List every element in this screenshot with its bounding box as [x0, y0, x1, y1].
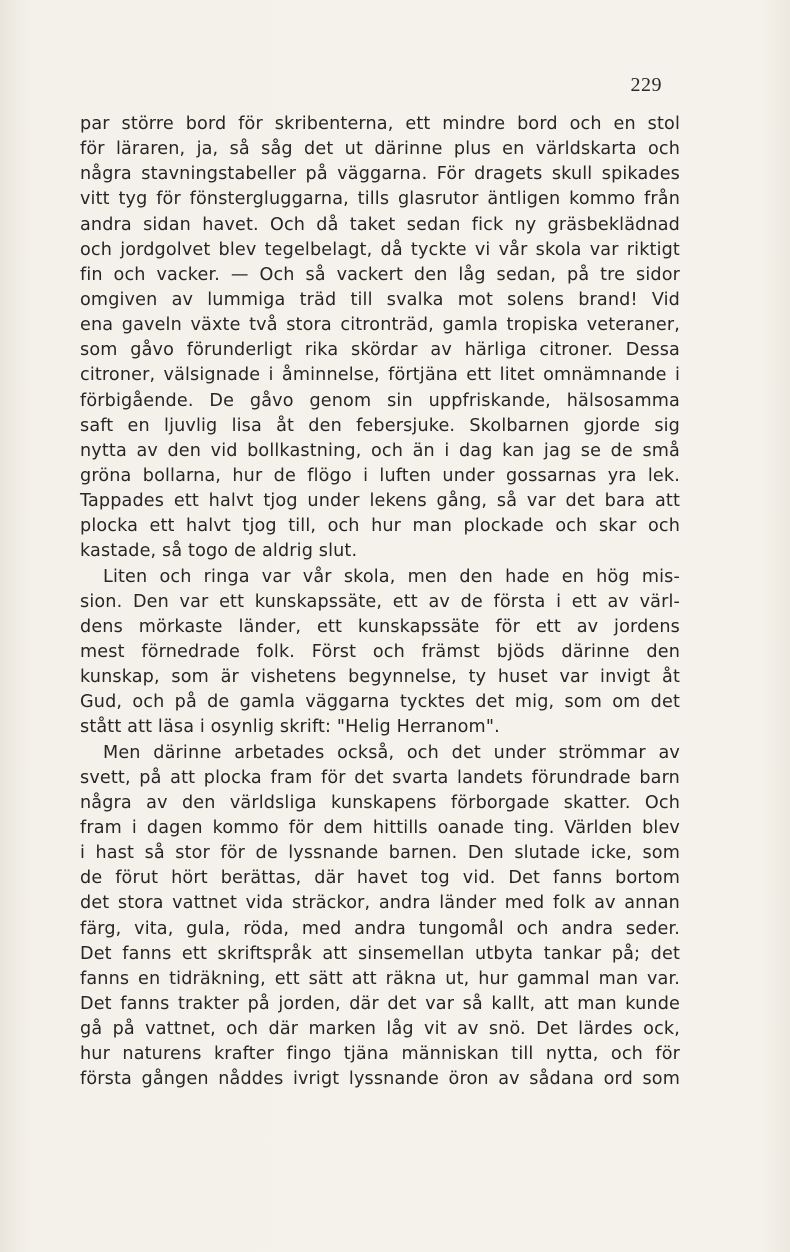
text-line: Men därinne arbetades också, och det under strömmar av [103, 742, 680, 763]
text-line: några stavningstabeller på väggarna. För dragets skull spikades [80, 164, 680, 185]
text-line: de förut hört berättas, där havet tog vid. Det fanns bortom [80, 868, 680, 889]
text-line: några av den världsliga kunskapens förborgade skatter. Och [80, 792, 680, 813]
text-line: dens mörkaste länder, ett kunskapssäte för ett av jordens [80, 616, 680, 637]
text-line: saft en ljuvlig lisa åt den febersjuke. Skolbarnen gjorde sig [80, 415, 680, 436]
text-line: sion. Den var ett kunskapssäte, ett av de första i ett av värl- [80, 591, 680, 612]
text-line: gröna bollarna, hur de flögo i luften under gossarnas yra lek. [80, 465, 680, 486]
text-line: fanns en tidräkning, ett sätt att räkna ut, hur gammal man var. [80, 968, 680, 989]
text-line: kastade, så togo de aldrig slut. [80, 541, 358, 562]
text-line: nytta av den vid bollkastning, och än i dag kan jag se de små [80, 440, 680, 461]
text-line: fin och vacker. — Och så vackert den låg sedan, på tre sidor [80, 264, 680, 285]
text-line: vitt tyg för fönstergluggarna, tills glasrutor äntligen kommo från [80, 189, 680, 210]
text-line: Det fanns trakter på jorden, där det var så kallt, att man kunde [80, 993, 680, 1014]
text-line: mest förnedrade folk. Först och främst bjöds därinne den [80, 641, 680, 662]
text-line: par större bord för skribenterna, ett mindre bord och en stol [80, 114, 680, 134]
text-line: förbigående. De gåvo genom sin uppfriskande, hälsosamma [80, 390, 680, 411]
text-line: det stora vattnet vida sträckor, andra länder med folk av annan [80, 893, 680, 914]
text-line: stått att läsa i osynlig skrift: "Helig Herranom". [80, 717, 500, 738]
text-line: andra sidan havet. Och då taket sedan fick ny gräsbeklädnad [80, 214, 680, 235]
text-line: svett, på att plocka fram för det svarta landets förundrade barn [80, 767, 680, 788]
text-line: som gåvo förunderligt rika skördar av härliga citroner. Dessa [80, 340, 680, 361]
text-line: fram i dagen kommo för dem hittills oanade ting. Världen blev [80, 817, 680, 838]
text-line: Det fanns ett skriftspråk att sinsemellan utbyta tankar på; det [80, 943, 680, 964]
text-line: och jordgolvet blev tegelbelagt, då tyckte vi vår skola var riktigt [80, 239, 680, 260]
text-line: gå på vattnet, och där marken låg vit av snö. Det lärdes ock, [80, 1019, 680, 1040]
text-line: kunskap, som är vishetens begynnelse, ty huset var invigt åt [80, 667, 680, 688]
text-line: Liten och ringa var vår skola, men den hade en hög mis- [103, 566, 680, 587]
text-line: första gången nåddes ivrigt lyssnande öron av sådana ord som [80, 1069, 680, 1090]
text-line: citroner, välsignade i åminnelse, förtjäna ett litet omnämnande i [80, 365, 680, 386]
text-line: Gud, och på de gamla väggarna tycktes det mig, som om det [80, 692, 680, 713]
text-line: färg, vita, gula, röda, med andra tungomål och andra seder. [80, 918, 680, 939]
text-line: ena gaveln växte två stora citronträd, gamla tropiska veteraner, [80, 315, 680, 336]
text-line: Tappades ett halvt tjog under lekens gång, så var det bara att [80, 491, 680, 512]
text-line: omgiven av lummiga träd till svalka mot solens brand! Vid [80, 289, 680, 310]
text-line: i hast så stor för de lyssnande barnen. Den slutade icke, som [80, 843, 680, 864]
text-line: hur naturens krafter fingo tjäna människan till nytta, och för [80, 1044, 680, 1065]
text-line: plocka ett halvt tjog till, och hur man plockade och skar och [80, 516, 680, 537]
page-number: 229 [630, 74, 662, 96]
text-line: för läraren, ja, så såg det ut därinne plus en världskarta och [80, 139, 680, 160]
body-text [80, 112, 680, 1092]
